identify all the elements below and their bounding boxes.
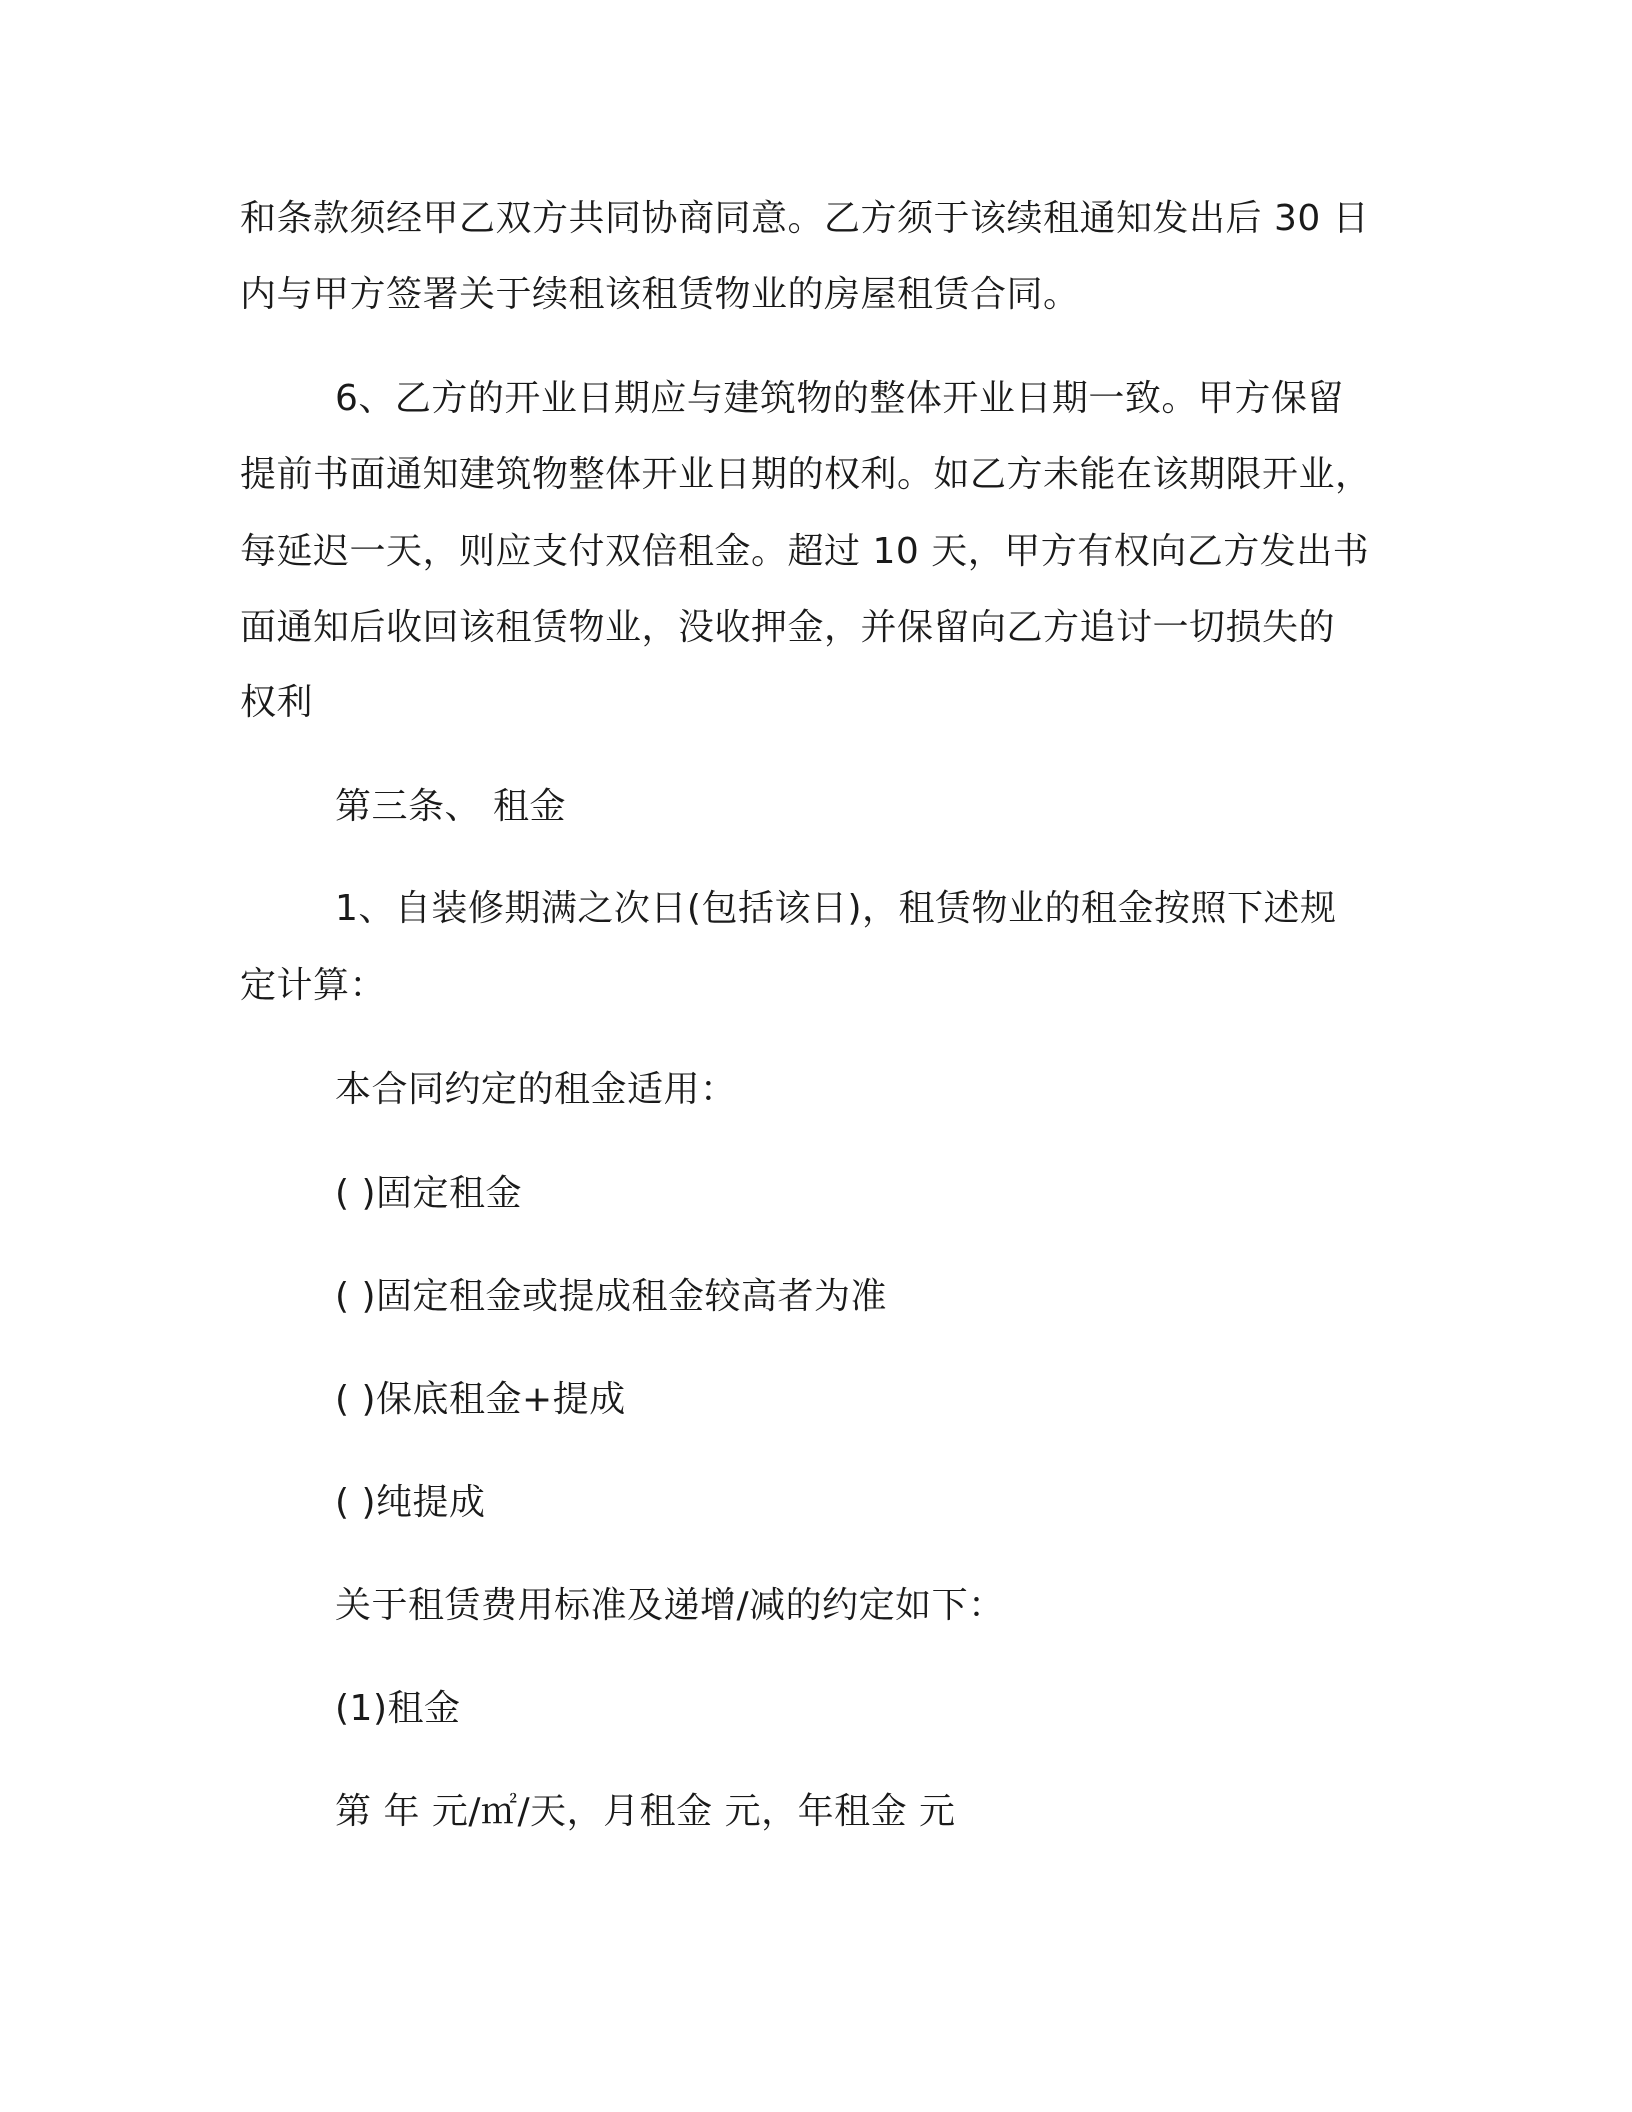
rent-fill-line: 第 年 元/㎡/天，月租金 元，年租金 元 (335, 1791, 956, 1832)
rent-option-line: ( )保底租金+提成 (335, 1379, 626, 1420)
rent-applicable-line: 本合同约定的租金适用： (335, 1069, 737, 1110)
paragraph-line: 和条款须经甲乙双方共同协商同意。乙方须于该续租通知发出后 30 日 (240, 198, 1370, 239)
section-heading: 第三条、 租金 (335, 786, 566, 827)
paragraph-line: 权利 (240, 682, 314, 723)
clause-1-line: 1、自装修期满之次日(包括该日)，租赁物业的租金按照下述规 (335, 888, 1337, 929)
clause-6-line: 6、乙方的开业日期应与建筑物的整体开业日期一致。甲方保留 (335, 378, 1344, 419)
rent-option-line: ( )固定租金或提成租金较高者为准 (335, 1276, 888, 1317)
rent-standard-line: 关于租赁费用标准及递增/减的约定如下： (335, 1585, 1005, 1626)
rent-subheading: (1)租金 (335, 1688, 461, 1729)
paragraph-line: 提前书面通知建筑物整体开业日期的权利。如乙方未能在该期限开业， (240, 454, 1372, 495)
paragraph-line: 每延迟一天，则应支付双倍租金。超过 10 天，甲方有权向乙方发出书 (240, 531, 1370, 572)
paragraph-line: 内与甲方签署关于续租该租赁物业的房屋租赁合同。 (240, 274, 1080, 315)
rent-option-line: ( )纯提成 (335, 1482, 486, 1523)
rent-option-line: ( )固定租金 (335, 1173, 523, 1214)
paragraph-line: 定计算： (240, 965, 387, 1006)
paragraph-line: 面通知后收回该租赁物业，没收押金，并保留向乙方追讨一切损失的 (240, 607, 1336, 648)
